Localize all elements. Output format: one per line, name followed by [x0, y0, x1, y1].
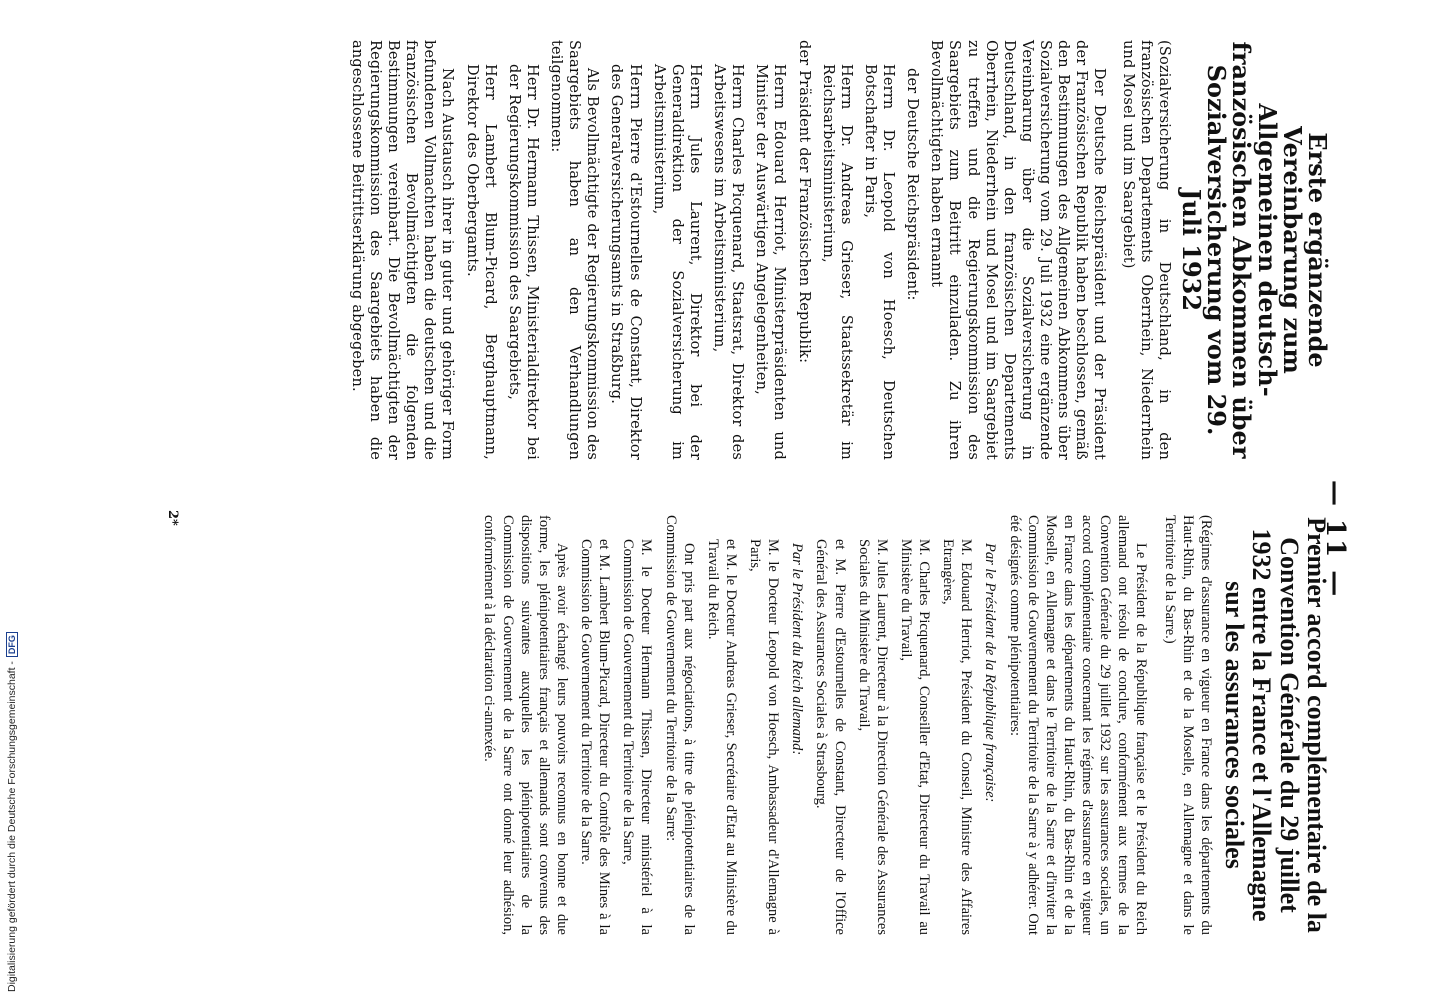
dfg-note-text: Digitalisierung gefördert durch die Deutsche Forschungsgemeinschaft - — [6, 661, 18, 992]
french-paragraph: et M. Lambert Blum-Picard, Directeur du Contrôle des Mines à la Commission de Gouvernement du Territoire de la Sarre. — [578, 539, 613, 935]
page-number: — 11 — — [1320, 480, 1350, 599]
german-paragraph: Herrn Jules Laurent, Direktor bei der Generaldirektion der Sozialversicherung im Arbeitsministerium, — [650, 64, 703, 460]
french-paragraph: M. Jules Laurent, Directeur à la Direction Générale des Assurances Sociales du Ministère du Travail, — [855, 539, 890, 935]
french-paragraph: Après avoir échangé leurs pouvoirs reconnus en bonne et due forme, les plénipotentiaires français et allemands sont convenus des dispositions suivantes auxquelles les plénipotentiaires de la Commission de Gouvernement de la Sarre ont donné leur adhésion, conformément à la déclaration ci-annexée. — [481, 515, 570, 935]
signature-mark: 2* — [165, 510, 180, 526]
german-paragraph: der Deutsche Reichspräsident: — [904, 68, 921, 301]
german-column — [342, 40, 1330, 460]
french-paragraph: M. Edouard Herriot, Président du Conseil, Ministre des Affaires Etrangères, — [940, 539, 975, 935]
german-paragraph: Herrn Dr. Leopold von Hoesch, Deutschen Botschafter in Paris, — [862, 64, 897, 460]
german-paragraph: Nach Austausch ihrer in guter und gehöriger Form befundenen Vollmachten haben die deutschen und die französischen Bevollmächtigten die folgenden Bestimmungen vereinbart. Die Bevollmächtigten der Regierungskommission des Saargebiets haben die angeschlossene Beitrittserklärung abgegeben. — [348, 40, 456, 460]
german-paragraph: Herrn Dr. Andreas Grieser, Staatssekretär im Reichsarbeitsministerium, — [819, 64, 854, 460]
french-paragraph: Ont pris part aux négociations, à titre de plénipotentiaires de la Commission de Gouvernement du Territoire de la Sarre: — [662, 515, 697, 935]
german-paragraph: Herr Dr. Hermann Thissen, Ministerialdirektor bei der Regierungskommission des Saargebiets, — [505, 64, 540, 460]
german-subtitle: (Sozialversicherung in Deutschland, in den französischen Departements Oberrhein, Niederrhein und Mosel und im Saargebiet) — [1119, 40, 1172, 460]
french-subtitle: (Régimes d'assurance en vigueur en France dans les départements du Haut-Rhin, du Bas-Rhin et de la Moselle, en Allemagne et dans le Territoire de la Sarre.) — [1161, 515, 1214, 935]
german-paragraph: Herr Lambert Blum-Picard, Berghauptmann, Direktor des Oberbergamts. — [463, 64, 498, 460]
french-paragraph: M. le Docteur Leopold von Hoesch, Ambassadeur d'Allemagne à Paris, — [747, 539, 782, 935]
german-paragraph: Herrn Charles Picquenard, Staatsrat, Direktor des Arbeitswesens im Arbeitsministerium, — [711, 64, 746, 460]
french-paragraph: Par le Président du Reich allemand: — [789, 543, 806, 756]
french-paragraph: M. le Docteur Hermann Thissen, Directeur ministériel à la Commission de Gouvernement du Territoire de la Sarre, — [620, 539, 655, 935]
french-paragraph: M. Charles Picquenard, Conseiller d'Etat, Directeur du Travail au Ministère du Travail, — [897, 539, 933, 935]
french-paragraph: Le Président de la République française et le Président du Reich allemand ont résolu de conclure, conformément aux termes de la Convention Générale du 29 juillet 1932 sur les assurances sociales, un accord complémentaire concernant les régimes d'assurance en vigueur en France dans les départements du Haut-Rhin, du Bas-Rhin et de la Moselle, en Allemagne et dans le Territoire de la Sarre et d'inviter la Commission de Gouvernement du Territoire de la Sarre à y adhérer. Ont été désignés comme plénipotentiaires: — [1006, 515, 1150, 935]
german-paragraph: Herrn Pierre d'Estournelles de Constant, Direktor des Generalversicherungsamts in Straßburg. — [608, 64, 643, 460]
french-paragraph: et M. Pierre d'Estournelles de Constant, Directeur de l'Office Général des Assurances Sociales à Strasbourg. — [813, 539, 848, 935]
german-paragraph: Der Deutsche Reichspräsident und der Präsident der Französischen Republik haben beschlossen, gemäß den Bestimmungen des Allgemeinen Abkommens über Sozialversicherung vom 29. Juli 1932 eine ergänzende Vereinbarung über die Sozialversicherung in Deutschland, in den französischen Departements Oberrhein, Niederrhein und Mosel und im Saargebiet zu treffen und die Regierungskommission des Saargebiets zum Beitritt einzuladen. Zu ihren Bevollmächtigten haben ernannt — [928, 40, 1108, 460]
german-title: Erste ergänzende Vereinbarung zum Allgemeinen deutsch-französischen Abkommen über Sozialversicherung vom 29. Juli 1932 — [1177, 41, 1332, 459]
french-column — [474, 515, 1330, 935]
french-title: Premier accord complémentaire de la Convention Générale du 29 juillet 1932 entre la France et l'Allemagne sur les assurances sociales — [1220, 517, 1331, 933]
german-paragraph: Herrn Edouard Herriot, Ministerpräsidenten und Minister der Auswärtigen Angelegenheiten, — [753, 64, 788, 460]
german-paragraph: Als Bevollmächtigte der Regierungskommission des Saargebiets haben an den Verhandlungen teilgenommen: — [548, 40, 601, 460]
french-paragraph: et M. le Docteur Andreas Grieser, Secrétaire d'Etat au Ministère du Travail du Reich. — [704, 539, 739, 935]
rotated-page-content — [130, 40, 1350, 970]
dfg-side-note — [6, 12, 18, 992]
french-paragraph: Par le Président de la République française: — [982, 543, 999, 803]
dfg-logo-icon: DFG — [6, 632, 18, 657]
german-paragraph: der Präsident der Französischen Republik: — [795, 40, 812, 364]
